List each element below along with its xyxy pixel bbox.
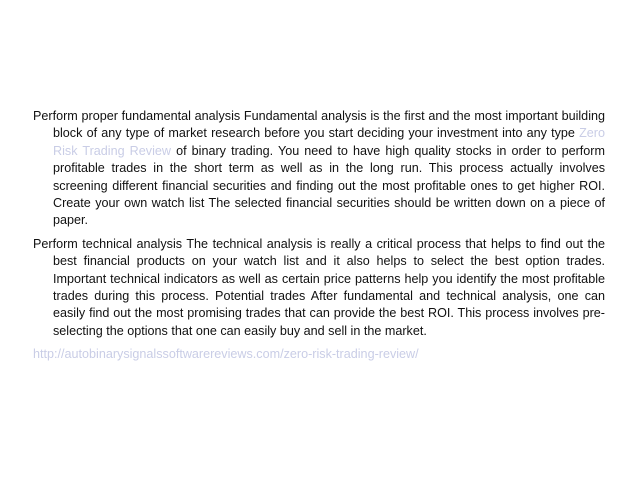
slide-content — [33, 108, 605, 364]
paragraph-technical-analysis: Perform technical analysis The technical analysis is really a critical process that helps to find out the best financial products on your watch list and it also helps to select the best option trades. Important technical indicators as well as certain price patterns help you identify the most profitable trades during this process. Potential trades After fundamental and technical analysis, one can easily find out the most promising trades that can provide the best ROI. This process involves pre-selecting the options that one can easily buy and sell in the market. — [33, 236, 605, 338]
paragraph-1-text-after: of binary trading. You need to have high quality stocks in order to perform profitable trades in the short term as well as in the long run. This process actually involves screening different financial securities and finding out the most profitable ones to get higher ROI. Create your own watch list The selected financial securities should be written down on a piece of paper. — [53, 143, 605, 228]
paragraph-1-text-before: Perform proper fundamental analysis Fundamental analysis is the first and the most important building block of any type of market research before you start deciding your investment into any type — [33, 109, 605, 141]
footer-url-link[interactable]: http://autobinarysignalssoftwarereviews.com/zero-risk-trading-review/ — [33, 347, 419, 362]
paragraph-fundamental-analysis — [33, 108, 605, 230]
zero-risk-trading-review-link[interactable]: Zero Risk Trading Review — [53, 126, 605, 158]
